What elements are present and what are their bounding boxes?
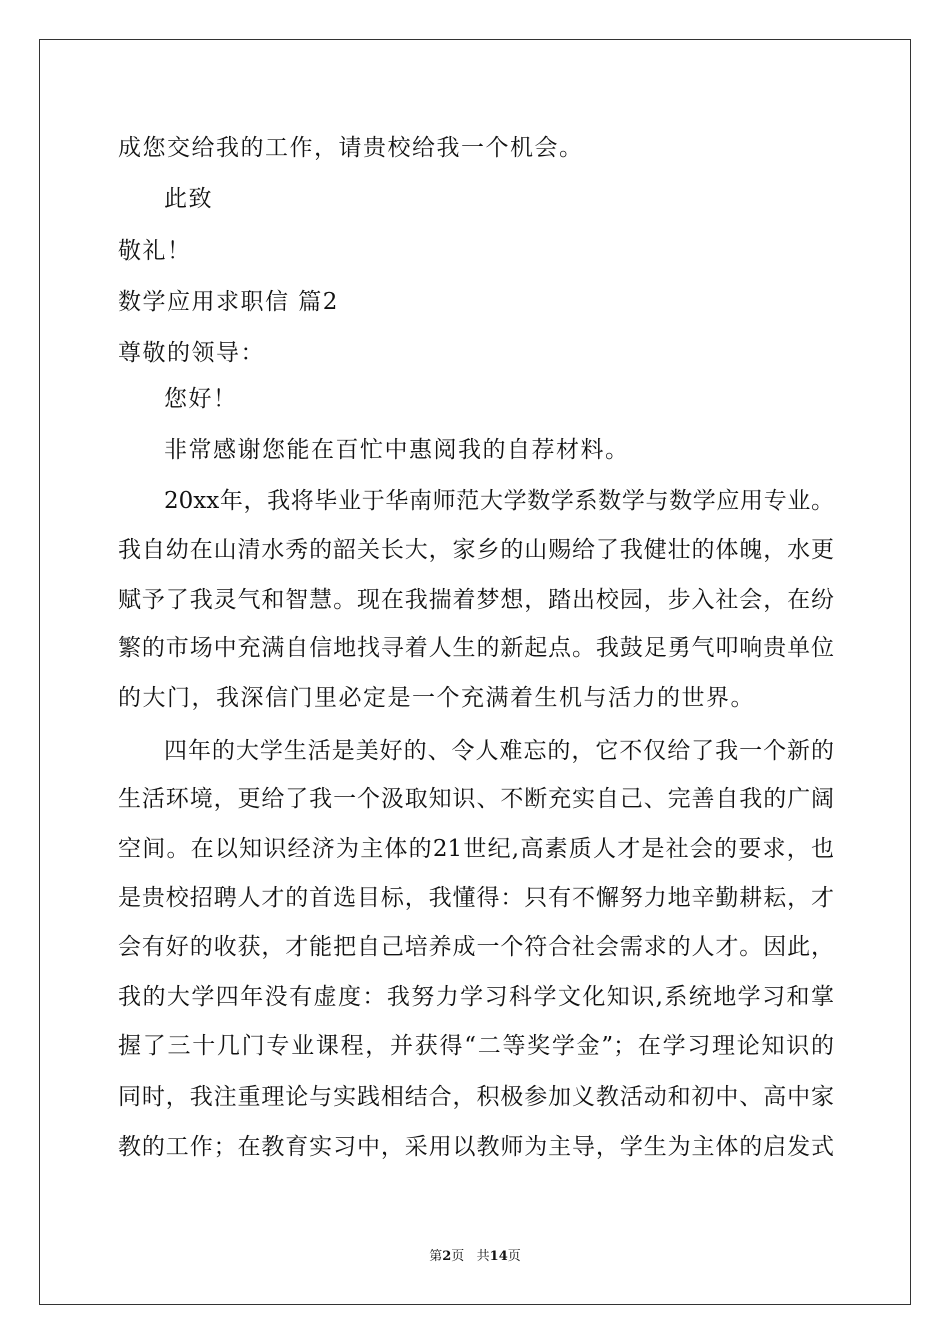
text-line: 非常感谢您能在百忙中惠阅我的自荐材料。 — [164, 437, 630, 463]
footer-suffix: 页 — [507, 1249, 521, 1264]
text-line: 四年的大学生活是美好的、令人难忘的，它不仅给了我一个新的 — [164, 738, 834, 764]
footer-prefix: 第 — [429, 1249, 443, 1264]
section-heading: 数学应用求职信 篇2 — [118, 289, 339, 315]
text-line: 的大门，我深信门里必定是一个充满着生机与活力的世界。 — [118, 685, 755, 711]
text-line: 教的工作；在教育实习中，采用以教师为主导，学生为主体的启发式 — [118, 1134, 834, 1160]
text-line: 20xx年，我将毕业于华南师范大学数学系数学与数学应用专业。 — [164, 488, 834, 514]
closing-regards: 敬礼！ — [118, 238, 192, 264]
footer-middle: 页 共 — [451, 1249, 490, 1264]
greeting: 您好！ — [164, 386, 238, 412]
text-line: 我的大学四年没有虚度：我努力学习科学文化知识,系统地学习和掌 — [118, 984, 834, 1010]
text-line: 同时，我注重理论与实践相结合，积极参加义教活动和初中、高中家 — [118, 1084, 834, 1110]
text-line: 成您交给我的工作，请贵校给我一个机会。 — [118, 135, 584, 161]
greeting-addressee: 尊敬的领导： — [118, 340, 265, 366]
text-line: 赋予了我灵气和智慧。现在我揣着梦想，踏出校园，步入社会，在纷 — [118, 587, 834, 613]
text-line: 是贵校招聘人才的首选目标，我懂得：只有不懈努力地辛勤耕耘，才 — [118, 885, 834, 911]
page-footer — [0, 1249, 950, 1265]
closing-salutation: 此致 — [164, 186, 213, 212]
text-line: 空间。在以知识经济为主体的21世纪,高素质人才是社会的要求，也 — [118, 836, 834, 862]
text-line: 会有好的收获，才能把自己培养成一个符合社会需求的人才。因此， — [118, 934, 834, 960]
text-line: 握了三十几门专业课程，并获得“二等奖学金”；在学习理论知识的 — [118, 1033, 834, 1059]
total-pages-number: 14 — [489, 1249, 508, 1264]
page-border — [39, 39, 911, 1305]
text-line: 生活环境，更给了我一个汲取知识、不断充实自己、完善自我的广阔 — [118, 786, 834, 812]
text-line: 繁的市场中充满自信地找寻着人生的新起点。我鼓足勇气叩响贵单位 — [118, 635, 834, 661]
current-page-number: 2 — [442, 1249, 452, 1264]
text-line: 我自幼在山清水秀的韶关长大，家乡的山赐给了我健壮的体魄，水更 — [118, 537, 834, 563]
